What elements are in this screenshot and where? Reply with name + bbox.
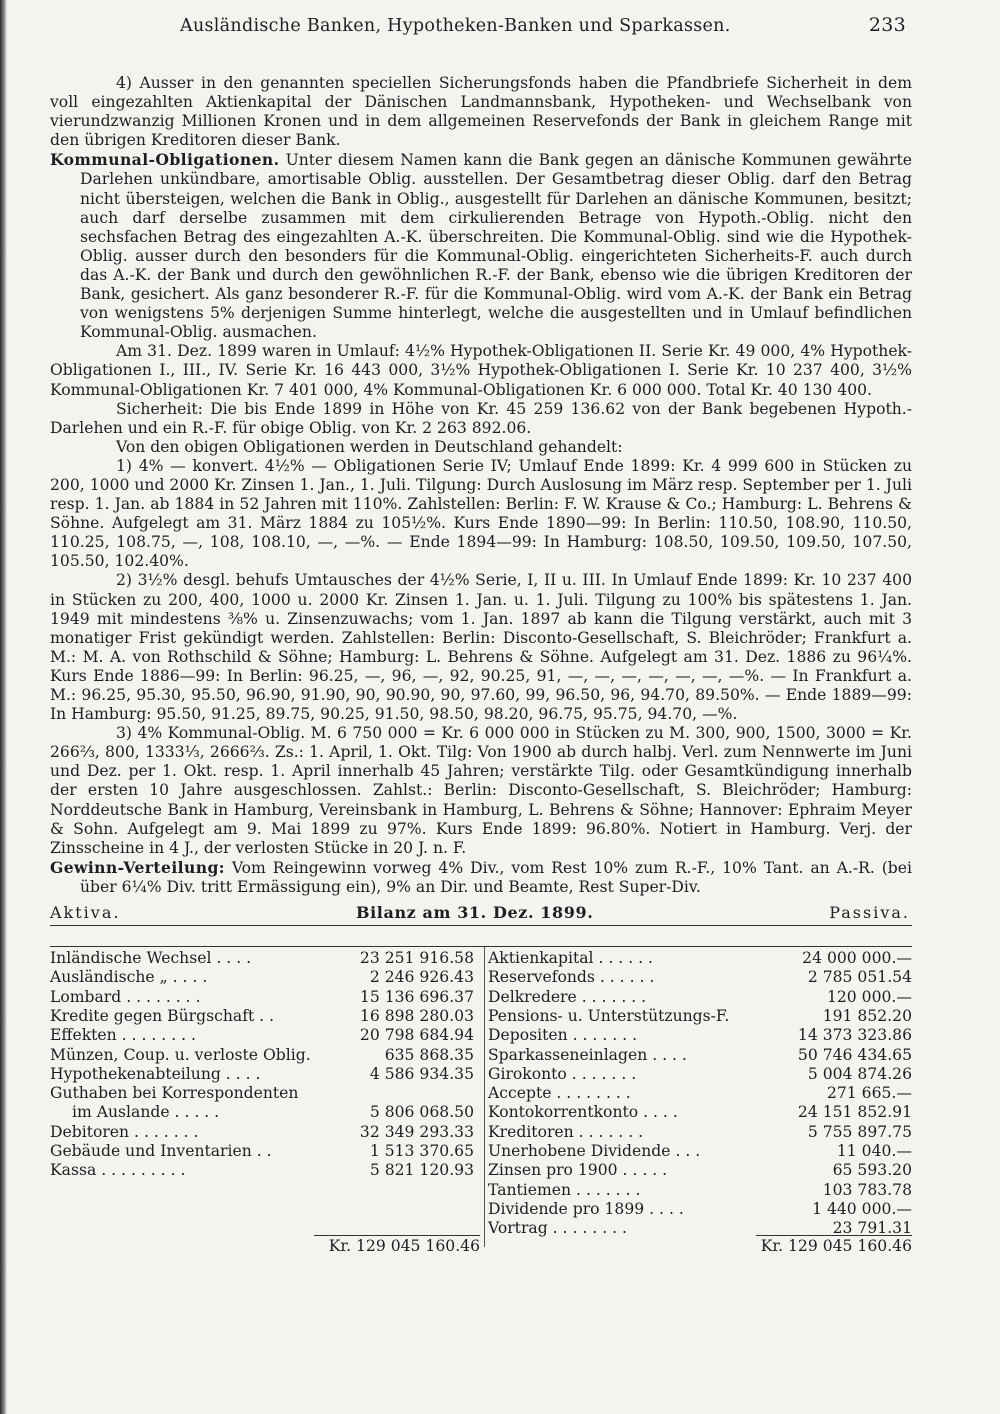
passiva-row-label: Aktienkapital . . . . . . bbox=[488, 949, 653, 968]
passiva-row bbox=[488, 1046, 912, 1065]
paragraph-umtausch: 2) 3½% desgl. behufs Umtausches der 4½% Serie, I, II u. III. In Umlauf Ende 1899: Kr. 10 237 400 in Stücken zu 200, 400, 1000 u. 2000 Kr. Zinsen 1. Jan. u. 1. Juli. Tilgung zu 100% bis spätestens 1. Jan. 1949 mit mindestens ⅜% u. Zinsenzuwachs; vom 1. Jan. 1897 ab kann die Tilgung verstärkt, auch mit 3 monatiger Frist gekündigt werden. Zahlstellen: Berlin: Disconto-Gesellschaft, S. Bleichröder; Frankfurt a. M.: M. A. von Rothschild & Söhne; Hamburg: L. Behrens & Söhne. Aufgelegt am 31. Dez. 1886 zu 96¼%. Kurs Ende 1886—99: In Berlin: 96.25, —, 96, —, 92, 90.25, 91, —, —, —, —, —, —, —%. — In Frankfurt a. M.: 96.25, 95.30, 95.50, 96.90, 91.90, 90, 90.90, 90, 97.60, 99, 96.50, 96, 94.70, 89.50%. — Ende 1889—99: In Hamburg: 95.50, 91.25, 89.75, 90.25, 91.50, 98.50, 98.20, 96.75, 95.75, 94.70, —%. bbox=[50, 571, 912, 724]
heading-kommunal-obligationen: Kommunal-Obligationen. bbox=[50, 150, 280, 170]
passiva-row-value: 11 040.— bbox=[836, 1142, 912, 1160]
aktiva-row-label: Hypothekenabteilung . . . . bbox=[50, 1064, 261, 1083]
paragraph-sicherheit-pfandbriefe: 4) Ausser in den genannten speciellen Sicherungsfonds haben die Pfandbriefe Sicherheit in dem voll eingezahlten Aktienkapital der Dänischen Landmannsbank, Hypotheken- und Wechselbank von vierundzwanzig Millionen Kronen und in dem allgemeinen Reservefonds der Bank in gleichem Range mit den übrigen Kreditoren dieser Bank. bbox=[50, 74, 912, 150]
paragraph-kommunal-text: Unter diesem Namen kann die Bank gegen an dänische Kommunen gewährte Darlehen unkündbare, amortisable Oblig. ausstellen. Der Gesamtbetrag dieser Oblig. darf den Betrag nicht übersteigen, welchen die Bank in Oblig., ausgestellt für Darlehen an dänische Kommunen, besitzt; auch darf derselbe zusammen mit dem cirkulierenden Betrage von Hypoth.-Oblig. nicht den sechsfachen Betrag des eingezahlten A.-K. überschreiten. Die Kommunal-Oblig. sind wie die Hypothek-Oblig. ausser durch den besonders für die Kommunal-Oblig. eingerichteten Sicherheits-F. auch durch das A.-K. der Bank und durch den gewöhnlichen R.-F. der Bank, ebenso wie die übrigen Kreditoren der Bank, gesichert. Als ganz besonderer R.-F. für die Kommunal-Oblig. wird vom A.-K. der Bank ein Betrag von wenigstens 5% derjenigen Summe hinterlegt, welche die ausgestellten und in Umlauf befindlichen Kommunal-Oblig. ausmachen. bbox=[80, 151, 912, 342]
aktiva-row-label: Kredite gegen Bürgschaft . . bbox=[50, 1006, 275, 1025]
passiva-row-label: Unerhobene Dividende . . . bbox=[488, 1142, 701, 1160]
passiva-row-label: Delkredere . . . . . . . bbox=[488, 987, 647, 1006]
running-header bbox=[50, 14, 912, 48]
aktiva-row-value: 16 898 280.03 bbox=[359, 1006, 474, 1025]
passiva-row-value: 23 791.31 bbox=[832, 1219, 912, 1238]
passiva-row-label: Tantiemen . . . . . . . bbox=[488, 1180, 641, 1199]
passiva-row-value: 24 151 852.91 bbox=[797, 1103, 912, 1122]
passiva-row-label: Vortrag . . . . . . . . bbox=[488, 1219, 627, 1238]
aktiva-row-value: 23 251 916.58 bbox=[359, 949, 474, 968]
aktiva-row bbox=[50, 1007, 486, 1026]
passiva-row-value: 24 000 000.— bbox=[802, 949, 912, 968]
aktiva-row bbox=[50, 1084, 486, 1123]
paragraph-deutschland: Von den obigen Obligationen werden in Deutschland gehandelt: bbox=[116, 437, 623, 456]
passiva-row-label: Accepte . . . . . . . . bbox=[488, 1084, 631, 1103]
aktiva-row-label-line1: Guthaben bei Korrespondenten bbox=[50, 1084, 299, 1103]
aktiva-row-label: Debitoren . . . . . . . bbox=[50, 1122, 199, 1141]
aktiva-row-label: Lombard . . . . . . . . bbox=[50, 987, 201, 1006]
aktiva-row bbox=[50, 949, 486, 968]
passiva-label: Passiva. bbox=[829, 903, 910, 923]
passiva-row-value: 14 373 323.86 bbox=[797, 1026, 912, 1045]
passiva-row-label: Depositen . . . . . . . bbox=[488, 1026, 638, 1045]
aktiva-row bbox=[50, 1065, 486, 1084]
passiva-row-value: 50 746 434.65 bbox=[797, 1045, 912, 1064]
aktiva-row-value: 20 798 684.94 bbox=[359, 1026, 474, 1045]
page-number: 233 bbox=[868, 14, 906, 36]
passiva-row bbox=[488, 1084, 912, 1103]
passiva-row-value: 5 004 874.26 bbox=[807, 1064, 912, 1083]
passiva-row-value: 65 593.20 bbox=[832, 1161, 912, 1180]
passiva-row bbox=[488, 1007, 912, 1026]
aktiva-row bbox=[50, 1123, 486, 1142]
passiva-row-value: 2 785 051.54 bbox=[807, 968, 912, 987]
passiva-row-label: Kreditoren . . . . . . . bbox=[488, 1122, 644, 1141]
aktiva-row-label: Kassa . . . . . . . . . bbox=[50, 1161, 186, 1180]
passiva-row-value: 103 783.78 bbox=[822, 1180, 912, 1199]
aktiva-row bbox=[50, 988, 486, 1007]
paragraph-serie-iv: 1) 4% — konvert. 4½% — Obligationen Serie IV; Umlauf Ende 1899: Kr. 4 999 600 in Stücken zu 200, 1000 und 2000 Kr. Zinsen 1. Jan., 1. Juli. Tilgung: Durch Auslosung im März resp. September per 1. Juli resp. 1. Jan. ab 1884 in 52 Jahren mit 110%. Zahlstellen: Berlin: F. W. Krause & Co.; Hamburg: L. Behrens & Söhne. Aufgelegt am 31. März 1884 zu 105½%. Kurs Ende 1890—99: In Berlin: 110.50, 108.90, 110.50, 110.25, 108.75, —, 108, 108.10, —, —%. — Ende 1894—99: In Hamburg: 108.50, 109.50, 109.50, 107.50, 105.50, 102.40%. bbox=[50, 456, 912, 571]
passiva-row bbox=[488, 1065, 912, 1084]
passiva-row bbox=[488, 968, 912, 987]
passiva-row-value: 271 665.— bbox=[826, 1084, 912, 1103]
aktiva-row bbox=[50, 1161, 486, 1180]
aktiva-row-label: Ausländische „ . . . . bbox=[50, 968, 208, 987]
aktiva-row bbox=[50, 1142, 486, 1161]
bilanz-totals bbox=[50, 1235, 912, 1259]
passiva-row-value: 5 755 897.75 bbox=[807, 1122, 912, 1141]
aktiva-row-label: Effekten . . . . . . . . bbox=[50, 1026, 196, 1045]
scan-edge bbox=[0, 0, 7, 1414]
paragraph-sicherheit: Sicherheit: Die bis Ende 1899 in Höhe von Kr. 45 259 136.62 von der Bank begebenen Hypoth.-Darlehen und ein R.-F. für obige Oblig. von Kr. 2 263 892.06. bbox=[50, 399, 912, 437]
aktiva-row-label: Gebäude und Inventarien . . bbox=[50, 1142, 272, 1160]
aktiva-row-value: 15 136 696.37 bbox=[359, 987, 474, 1006]
aktiva-row-value: 5 821 120.93 bbox=[369, 1161, 474, 1180]
body-text bbox=[50, 74, 912, 897]
header-title: Ausländische Banken, Hypotheken-Banken und Sparkassen. bbox=[180, 16, 731, 36]
passiva-row-label: Dividende pro 1899 . . . . bbox=[488, 1199, 684, 1218]
aktiva-row bbox=[50, 968, 486, 987]
aktiva-row-value: 32 349 293.33 bbox=[359, 1122, 474, 1141]
passiva-row-label: Reservefonds . . . . . . bbox=[488, 968, 655, 987]
bilanz-table bbox=[50, 946, 912, 1256]
passiva-row-value: 1 440 000.— bbox=[812, 1199, 912, 1218]
heading-gewinn-verteilung: Gewinn-Verteilung: bbox=[50, 857, 225, 877]
aktiva-row-value: 4 586 934.35 bbox=[369, 1064, 474, 1083]
passiva-row-value: 120 000.— bbox=[826, 987, 912, 1006]
aktiva-row-label bbox=[50, 1084, 298, 1123]
bilanz-title: Bilanz am 31. Dez. 1899. bbox=[356, 903, 594, 923]
passiva-row-label: Zinsen pro 1900 . . . . . bbox=[488, 1161, 668, 1180]
aktiva-row-label: Inländische Wechsel . . . . bbox=[50, 949, 252, 968]
aktiva-row-value: 1 513 370.65 bbox=[369, 1142, 474, 1160]
page bbox=[50, 14, 912, 1256]
passiva-row-label: Kontokorrentkonto . . . . bbox=[488, 1103, 678, 1122]
aktiva-label: Aktiva. bbox=[50, 903, 121, 923]
passiva-row bbox=[488, 1142, 912, 1161]
passiva-row bbox=[488, 1161, 912, 1180]
aktiva-row-value: 635 868.35 bbox=[384, 1045, 474, 1064]
aktiva-row bbox=[50, 1026, 486, 1045]
total-passiva: Kr. 129 045 160.46 bbox=[756, 1235, 912, 1256]
paragraph-kommunal-oblig: 3) 4% Kommunal-Oblig. M. 6 750 000 = Kr. 6 000 000 in Stücken zu M. 300, 900, 1500, 3000 = Kr. 266⅔, 800, 1333⅓, 2666⅔. Zs.: 1. April, 1. Okt. Tilg: Von 1900 ab durch halbj. Verl. zum Nennwerte im Juni und Dez. per 1. Okt. resp. 1. April innerhalb 45 Jahren; verstärkte Tilg. oder Gesamtkündigung innerhalb der ersten 10 Jahre ausgeschlossen. Zahlst.: Berlin: Disconto-Gesellschaft, S. Bleichröder; Hamburg: Norddeutsche Bank in Hamburg, Vereinsbank in Hamburg, L. Behrens & Söhne; Hannover: Ephraim Meyer & Sohn. Aufgelegt am 9. Mai 1899 zu 97%. Kurs Ende 1899: 96.80%. Notiert in Hamburg. Verj. der Zinsscheine in 4 J., der verlosten Stücke in 20 J. n. F. bbox=[50, 724, 912, 857]
passiva-row-label: Pensions- u. Unterstützungs-F. bbox=[488, 1006, 730, 1025]
passiva-row bbox=[488, 1026, 912, 1045]
paragraph-umlauf: Am 31. Dez. 1899 waren in Umlauf: 4½% Hypothek-Obligationen II. Serie Kr. 49 000, 4% Hypothek-Obligationen I., III., IV. Serie Kr. 16 443 000, 3½% Hypothek-Obligationen I. Serie Kr. 10 237 400, 3½% Kommunal-Obligationen Kr. 7 401 000, 4% Kommunal-Obligationen Kr. 6 000 000. Total Kr. 40 130 400. bbox=[50, 342, 912, 399]
aktiva-row-value: 5 806 068.50 bbox=[369, 1103, 474, 1122]
aktiva-row-label: Münzen, Coup. u. verloste Oblig. bbox=[50, 1045, 311, 1064]
passiva-row-label: Girokonto . . . . . . . bbox=[488, 1064, 637, 1083]
paragraph-kommunal-obligationen bbox=[50, 150, 912, 342]
passiva-row bbox=[488, 1123, 912, 1142]
passiva-row bbox=[488, 988, 912, 1007]
aktiva-row bbox=[50, 1046, 486, 1065]
passiva-row bbox=[488, 1200, 912, 1219]
aktiva-row-label-line2: im Auslande . . . . . bbox=[72, 1103, 220, 1122]
aktiva-column bbox=[50, 949, 486, 1181]
passiva-row bbox=[488, 1103, 912, 1122]
paragraph-gewinn-verteilung bbox=[50, 857, 912, 897]
passiva-column bbox=[488, 949, 912, 1238]
passiva-row-label: Sparkasseneinlagen . . . . bbox=[488, 1045, 687, 1064]
paragraph-gewinn-text: Vom Reingewinn vorweg 4% Div., vom Rest 10% zum R.-F., 10% Tant. an A.-R. (bei über 6¼% Div. tritt Ermässigung ein), 9% an Dir. und Beamte, Rest Super-Div. bbox=[80, 858, 912, 896]
passiva-row bbox=[488, 1181, 912, 1200]
passiva-row bbox=[488, 949, 912, 968]
aktiva-row-value: 2 246 926.43 bbox=[369, 968, 474, 987]
total-aktiva: Kr. 129 045 160.46 bbox=[314, 1235, 480, 1256]
passiva-row-value: 191 852.20 bbox=[822, 1006, 912, 1025]
bilanz-header bbox=[50, 903, 912, 926]
